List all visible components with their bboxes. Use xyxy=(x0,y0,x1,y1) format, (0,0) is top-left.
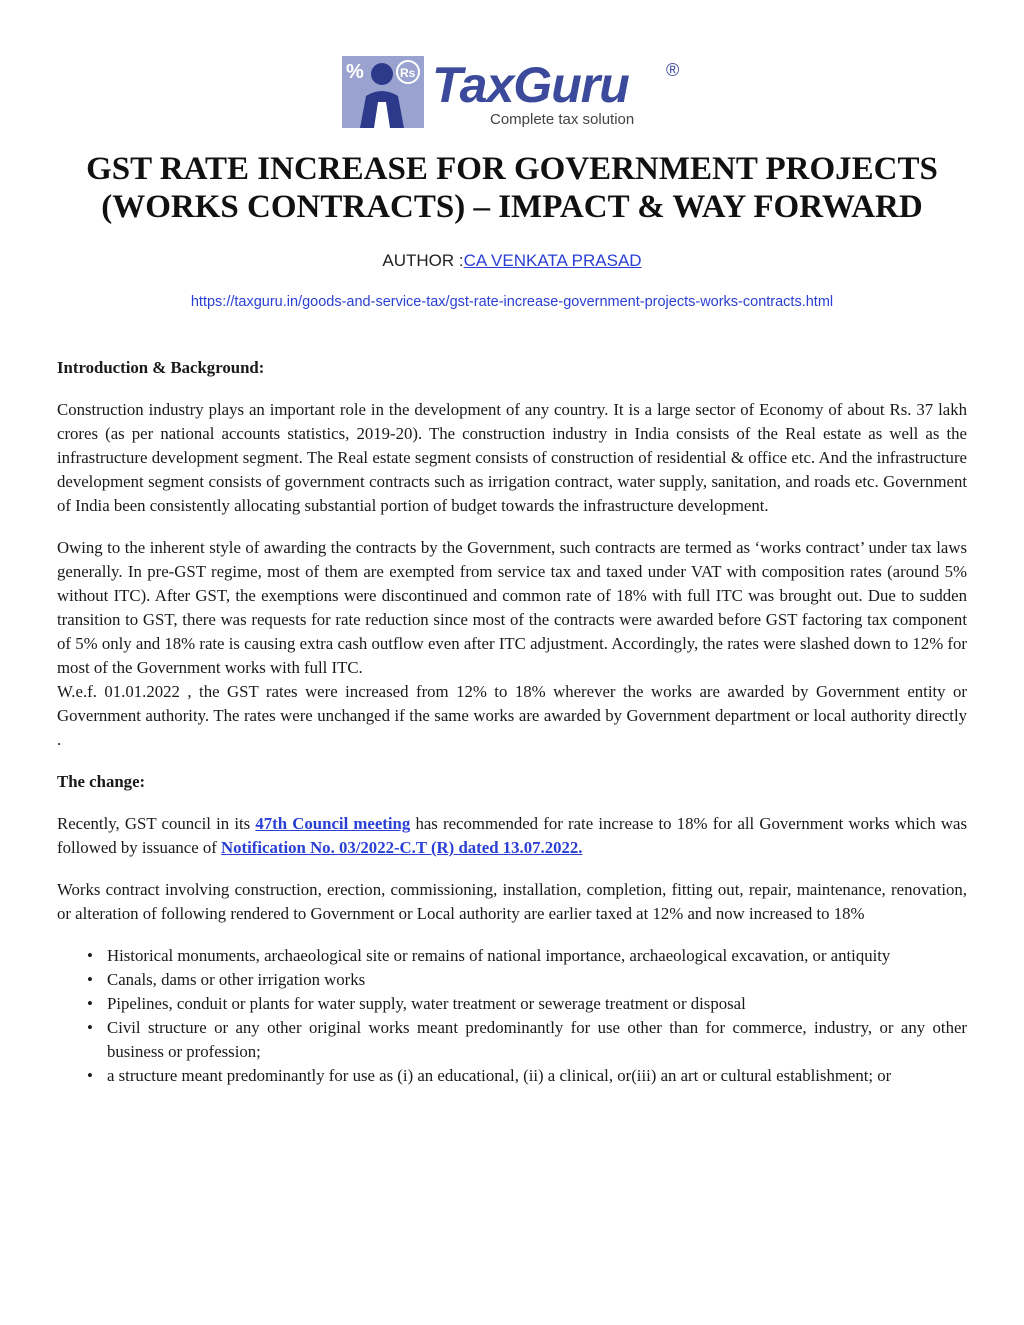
change-text-b: has recommended for rate increase to 18% for all Government works which was followed by issuance of xyxy=(57,814,967,857)
paragraph-change-1 xyxy=(57,812,967,860)
logo-brand-text: TaxGuru xyxy=(432,57,629,113)
list-item: • a structure meant predominantly for use as (i) an educational, (ii) a clinical, or(iii) an art or cultural establishment; or xyxy=(57,1064,967,1088)
list-item: • Civil structure or any other original works meant predominantly for use other than for commerce, industry, or any other business or profession; xyxy=(57,1016,967,1064)
works-list xyxy=(57,944,967,1088)
article-body xyxy=(57,356,967,1088)
paragraph-intro-3: W.e.f. 01.01.2022 , the GST rates were increased from 12% to 18% wherever the works are awarded by Government entity or Government authority. The rates were unchanged if the same works are awarded by Government department or local authority directly . xyxy=(57,682,967,749)
article-url[interactable]: https://taxguru.in/goods-and-service-tax/gst-rate-increase-government-projects-works-contracts.html xyxy=(190,294,834,310)
paragraph-intro-2: Owing to the inherent style of awarding the contracts by the Government, such contracts are termed as ‘works contract’ under tax laws generally. In pre-GST regime, most of them are exempted from service tax and taxed under VAT with composition rates (around 5% without ITC). After GST, the exemptions were discontinued and common rate of 18% with full ITC was brought out. Due to sudden transition to GST, there was requests for rate reduction since most of the contracts were awarded before GST factoring tax component of 5% only and 18% rate is causing extra cash outflow even after ITC adjustment. Accordingly, the rates were slashed down to 12% for most of the Government works with full ITC. xyxy=(57,538,967,677)
author-link[interactable]: CA VENKATA PRASAD xyxy=(463,251,642,270)
change-text-a: Recently, GST council in its xyxy=(57,814,256,833)
logo-rs-glyph: Rs xyxy=(400,66,416,80)
author-line xyxy=(0,251,1024,271)
section-heading-change: The change: xyxy=(57,772,146,791)
logo-person-head-icon xyxy=(371,63,393,85)
logo-registered-mark: ® xyxy=(666,60,680,80)
paragraph-intro-1: Construction industry plays an important role in the development of any country. It is a large sector of Economy of about Rs. 37 lakh crores (as per national accounts statistics, 2019-20). The construction industry in India consists of the Real estate as well as the infrastructure development segment. The Real estate segment consists of construction of residential & office etc. And the infrastructure development segment consists of government contracts such as irrigation contract, water supply, sanitation, and roads etc. Government of India been consistently allocating substantial portion of budget towards the infrastructure development. xyxy=(57,400,967,515)
council-meeting-link[interactable]: 47th Council meeting xyxy=(255,814,411,833)
notification-link[interactable]: Notification No. 03/2022-C.T (R) dated 13.07.2022. xyxy=(221,838,583,857)
list-item: • Historical monuments, archaeological site or remains of national importance, archaeological excavation, or antiquity xyxy=(57,944,967,968)
logo-graphic xyxy=(340,52,700,132)
section-heading-introduction: Introduction & Background: xyxy=(57,358,265,377)
logo-tagline: Complete tax solution xyxy=(490,111,635,128)
list-item: • Pipelines, conduit or plants for water supply, water treatment or sewerage treatment or disposal xyxy=(57,992,967,1016)
paragraph-change-2: Works contract involving construction, erection, commissioning, installation, completion, fitting out, repair, maintenance, renovation, or alteration of following rendered to Government or Local authority are earlier taxed at 12% and now increased to 18% xyxy=(57,880,967,923)
logo-percent-glyph: % xyxy=(346,61,364,83)
page-title: GST RATE INCREASE FOR GOVERNMENT PROJECTS (WORKS CONTRACTS) – IMPACT & WAY FORWARD xyxy=(86,151,938,225)
author-label: AUTHOR : xyxy=(382,251,464,270)
taxguru-logo xyxy=(340,52,700,132)
list-item: • Canals, dams or other irrigation works xyxy=(57,968,967,992)
